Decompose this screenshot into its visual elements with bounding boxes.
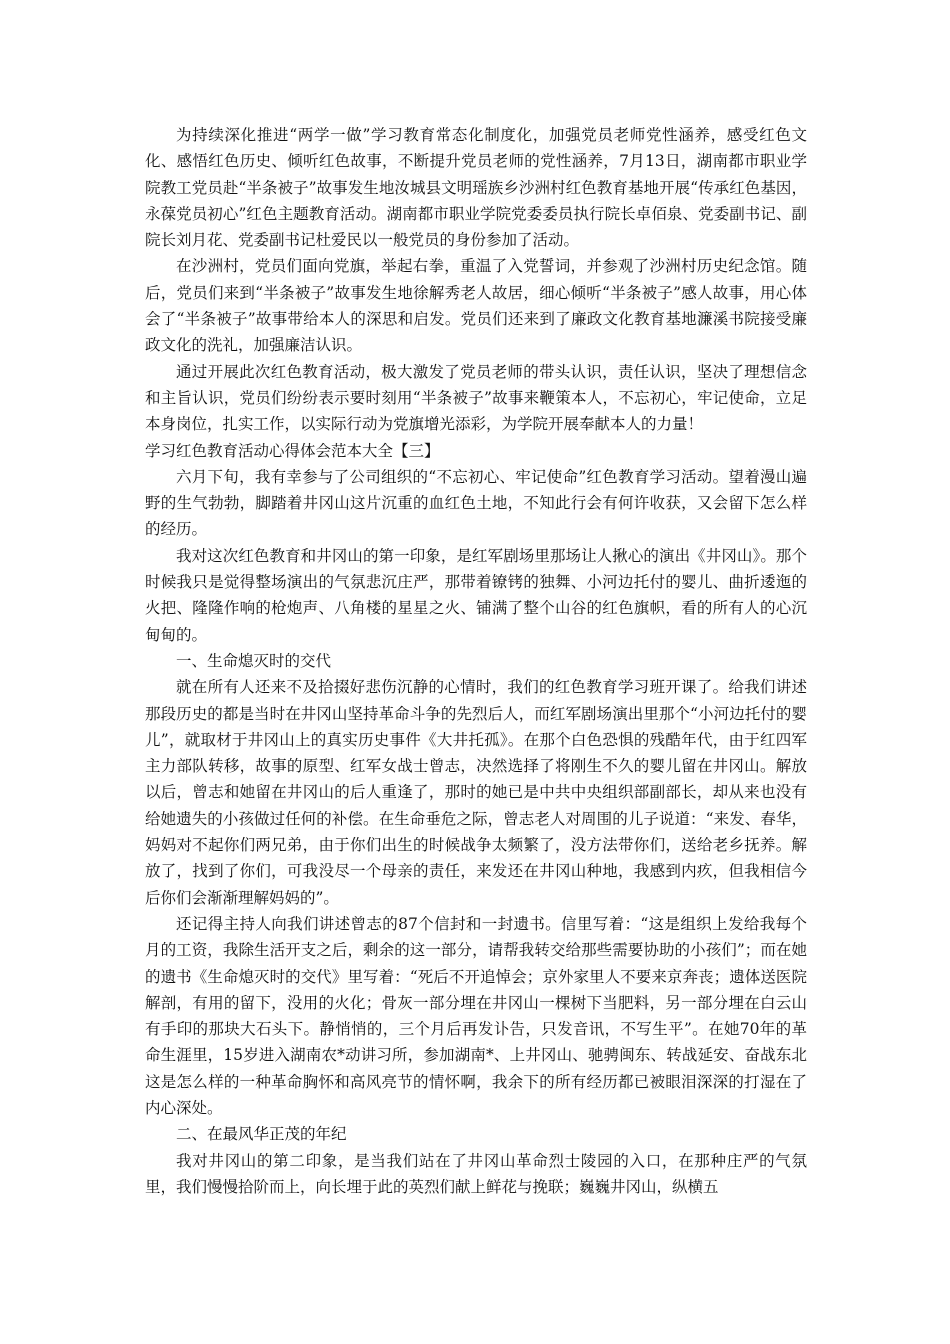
paragraph-first-impression: 我对这次红色教育和井冈山的第一印象，是红军剧场里那场让人揪心的演出《井冈山》。那个时候我只是觉得整场演出的气氛悲沉庄严，那带着镣铐的独舞、小河边托付的婴儿、曲折逶迤的火把、隆隆作响的枪炮声、八角楼的星星之火、铺满了整个山谷的红色旗帜，看的所有人的心沉甸甸的。 [145, 546, 807, 644]
paragraph-shazhou-village: 在沙洲村，党员们面向党旗，举起右拳，重温了入党誓词，并参观了沙洲村历史纪念馆。随后，党员们来到“半条被子”故事发生地徐解秀老人故居，细心倾听“半条被子”感人故事，用心体会了“半条被子”故事带给本人的深思和启发。党员们还来到了廉政文化教育基地濂溪书院接受廉政文化的洗礼，加强廉洁认识。 [145, 257, 807, 355]
paragraph-second-impression: 我对井冈山的第二印象，是当我们站在了井冈山革命烈士陵园的入口，在那种庄严的气氛里，我们慢慢拾阶而上，向长埋于此的英烈们献上鲜花与挽联；巍巍井冈山，纵横五 [145, 1151, 807, 1196]
paragraph-zengzhi-will: 还记得主持人向我们讲述曾志的87个信封和一封遗书。信里写着：“这是组织上发给我每个月的工资，我除生活开支之后，剩余的这一部分，请帮我转交给那些需要协助的小孩们”；而在她的遗书《生命熄灭时的交代》里写着：“死后不开追悼会；京外家里人不要来京奔丧；遗体送医院解剖，有用的留下，没用的火化；骨灰一部分埋在井冈山一棵树下当肥料，另一部分埋在白云山有手印的那块大石头下。静悄悄的，三个月后再发讣告，只发音讯，不写生平”。在她70年的革命生涯里，15岁进入湖南农*动讲习所，参加湖南*、上井冈山、驰骋闽东、转战延安、奋战东北这是怎么样的一种革命胸怀和高风亮节的情怀啊，我余下的所有经历都已被眼泪深深的打湿在了内心深处。 [145, 914, 807, 1117]
paragraph-activity-summary: 通过开展此次红色教育活动，极大激发了党员老师的带头认识，责任认识，坚决了理想信念和主旨认识，党员们纷纷表示要时刻用“半条被子”故事来鞭策本人，不忘初心，牢记使命，立足本身岗位，扎实工作，以实际行动为党旗增光添彩，为学院开展奉献本人的力量！ [145, 362, 807, 434]
subheading-two: 二、在最风华正茂的年纪 [176, 1125, 347, 1144]
paragraph-zengzhi-story: 就在所有人还来不及拾掇好悲伤沉静的心情时，我们的红色教育学习班开课了。给我们讲述那段历史的都是当时在井冈山坚持革命斗争的先烈后人，而红军剧场演出里那个“小河边托付的婴儿”，就取材于井冈山上的真实历史事件《大井托孤》。在那个白色恐惧的残酷年代，由于红四军主力部队转移，故事的原型、红军女战士曾志，决然选择了将刚生不久的婴儿留在井冈山。解放以后，曾志和她留在井冈山的后人重逢了，那时的她已是中共中央组织部副部长，却从来也没有给她遗失的小孩做过任何的补偿。在生命垂危之际，曾志老人对周围的儿子说道：“来发、春华，妈妈对不起你们两兄弟，由于你们出生的时候战争太频繁了，没方法带你们，送给老乡抚养。解放了，找到了你们，可我没尽一个母亲的责任，来发还在井冈山种地，我感到内疚，但我相信今后你们会渐渐理解妈妈的”。 [145, 678, 807, 907]
paragraph-intro: 为持续深化推进“两学一做”学习教育常态化制度化，加强党员老师党性涵养，感受红色文化、感悟红色历史、倾听红色故事，不断提升党员老师的党性涵养，7月13日，湖南都市职业学院教工党员赴“半条被子”故事发生地汝城县文明瑶族乡沙洲村红色教育基地开展“传承红色基因，永葆党员初心”红色主题教育活动。湖南都市职业学院党委委员执行院长卓佰泉、党委副书记、副院长刘月花、党委副书记杜爱民以一般党员的身份参加了活动。 [145, 126, 807, 250]
section-title-three: 学习红色教育活动心得体会范本大全【三】 [145, 441, 440, 460]
subheading-one: 一、生命熄灭时的交代 [176, 651, 332, 670]
document-body [145, 122, 807, 1200]
paragraph-june-trip: 六月下旬，我有幸参与了公司组织的“不忘初心、牢记使命”红色教育学习活动。望着漫山遍野的生气勃勃，脚踏着井冈山这片沉重的血红色土地，不知此行会有何许收获，又会留下怎么样的经历。 [145, 467, 807, 539]
